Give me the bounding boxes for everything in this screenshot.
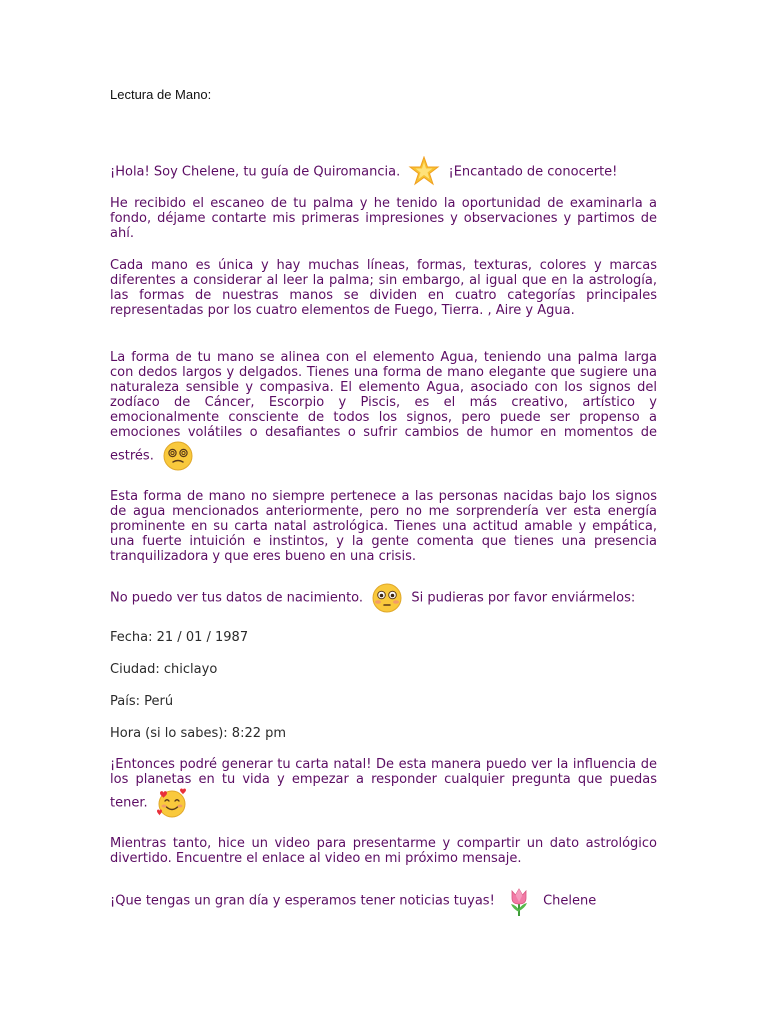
paragraph-carta-natal-text: ¡Entonces podré generar tu carta natal! De esta manera puedo ver la influencia de los planetas en tu vida y empezar a responder cualquier pregunta que puedas tener.	[110, 757, 657, 811]
paragraph-intro: He recibido el escaneo de tu palma y he tenido la oportunidad de examinarla a fondo, déjame contarte mis primeras impresiones y observaciones y partimos de ahí.	[110, 196, 657, 241]
paragraph-carta-natal	[110, 757, 657, 819]
field-fecha: Fecha: 21 / 01 / 1987	[110, 630, 249, 645]
paragraph-personality: Esta forma de mano no siempre pertenece a las personas nacidas bajo los signos de agua mencionados anteriormente, pero no me sorprendería ver esta energía prominente en su carta natal astrológica. Tienes una actitud amable y empática, una fuerte intuición e instintos, y la gente comenta que tienes una presencia tranquilizadora y que eres bueno en una crisis.	[110, 489, 657, 564]
greeting-text: ¡Hola! Soy Chelene, tu guía de Quiromancia.	[110, 164, 401, 180]
star-icon	[408, 156, 440, 188]
closing	[110, 885, 657, 917]
paragraph-water	[110, 350, 657, 472]
flushed-face-icon	[371, 582, 403, 614]
field-ciudad: Ciudad: chiclayo	[110, 662, 218, 677]
greeting-text-2: ¡Encantado de conocerte!	[448, 164, 618, 180]
paragraph-video: Mientras tanto, hice un video para presentarme y compartir un dato astrológico divertido. Encuentre el enlace al video en mi próximo mensaje.	[110, 836, 657, 866]
signature: Chelene	[543, 893, 597, 909]
field-pais: País: Perú	[110, 694, 174, 709]
paragraph-water-text: La forma de tu mano se alinea con el elemento Agua, teniendo una palma larga con dedos largos y delgados. Tienes una forma de mano elegante que sugiere una naturaleza sensible y compasiva. El elemento Agua, asociado con los signos del zodíaco de Cáncer, Escorpio y Piscis, es el más creativo, artístico y emocionalmente consciente de todos los signos, pero puede ser propenso a emociones volátiles o desafiantes o sufrir cambios de humor en momentos de estrés.	[110, 350, 657, 464]
birth-request-text-2: Si pudieras por favor enviármelos:	[411, 590, 636, 606]
doc-title: Lectura de Mano:	[110, 87, 212, 102]
birth-request-text: No puedo ver tus datos de nacimiento.	[110, 590, 364, 606]
dizzy-face-icon	[162, 440, 194, 472]
smiling-face-with-hearts-icon	[156, 787, 188, 819]
tulip-icon	[503, 885, 535, 917]
birth-request	[110, 582, 657, 614]
field-hora: Hora (si lo sabes): 8:22 pm	[110, 726, 287, 741]
closing-text: ¡Que tengas un gran día y esperamos tener noticias tuyas!	[110, 893, 495, 909]
greeting	[110, 156, 657, 188]
paragraph-elements: Cada mano es única y hay muchas líneas, formas, texturas, colores y marcas diferentes a considerar al leer la palma; sin embargo, al igual que en la astrología, las formas de nuestras manos se dividen en cuatro categorías principales representadas por los cuatro elementos de Fuego, Tierra. , Aire y Agua.	[110, 258, 657, 318]
